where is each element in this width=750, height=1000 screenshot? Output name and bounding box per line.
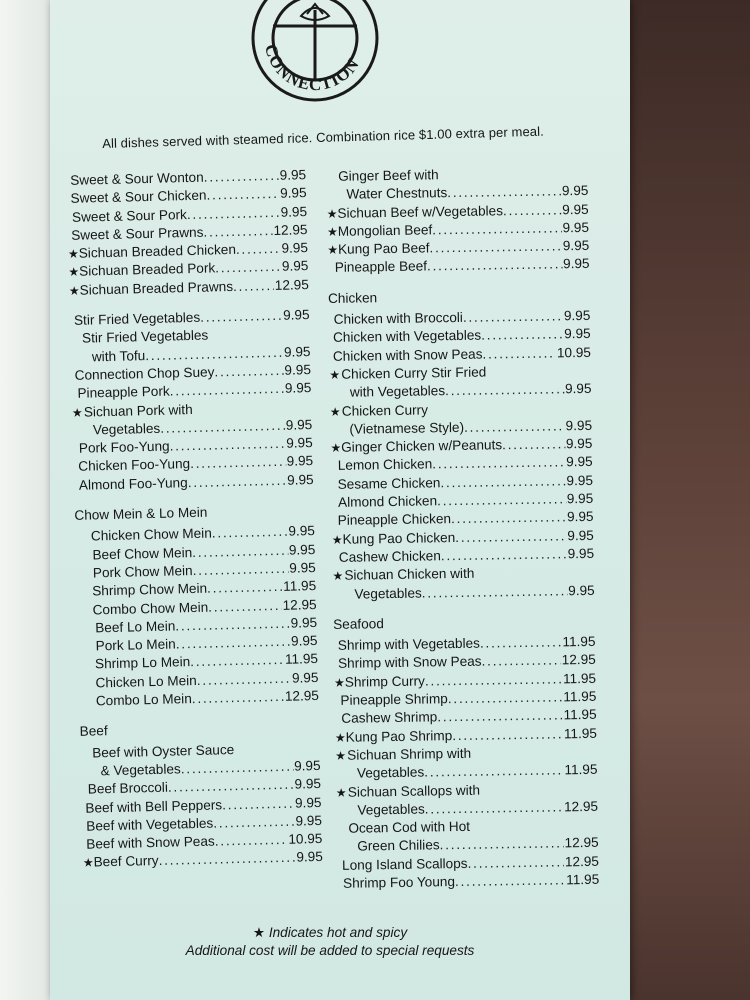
dot-leader xyxy=(427,256,562,276)
star-icon: ★ xyxy=(334,730,346,745)
menu-item-name: Ginger Beef with xyxy=(338,167,439,184)
menu-item-name: Sichuan Pork with xyxy=(83,401,193,420)
dot-leader xyxy=(206,185,279,205)
dot-leader xyxy=(447,183,561,203)
dot-leader xyxy=(192,560,288,581)
menu-item-name: Shrimp with Vegetables xyxy=(337,635,481,653)
dot-leader xyxy=(502,435,565,454)
section-beef xyxy=(79,717,323,872)
star-icon: ★ xyxy=(71,405,83,420)
star-icon: ★ xyxy=(326,206,338,221)
menu-item-name: Pineapple Beef xyxy=(334,258,428,276)
menu-item-price: 11.95 xyxy=(282,578,317,595)
menu-item-price: 9.95 xyxy=(565,436,593,452)
menu-item-price: 9.95 xyxy=(291,669,319,686)
menu-item-name: Pineapple Chicken xyxy=(337,511,452,529)
dot-leader xyxy=(429,237,562,257)
menu-item-name: Kung Pao Beef xyxy=(337,240,430,258)
menu-item-price: 9.95 xyxy=(568,582,595,598)
menu-item-price: 9.95 xyxy=(281,240,309,256)
menu-item-price: 9.95 xyxy=(562,219,590,236)
menu-item-name: Shrimp Chow Mein xyxy=(92,580,208,599)
menu-item-name: Beef with Snow Peas xyxy=(86,833,215,852)
chow-mein-list xyxy=(75,522,319,711)
menu-item-name: Sichuan Breaded Prawns xyxy=(79,278,234,298)
section-title-chicken: Chicken xyxy=(327,289,378,306)
menu-item-name: Pork Lo Mein xyxy=(95,636,176,654)
menu-item-price: 9.95 xyxy=(295,812,323,829)
menu-item xyxy=(333,581,595,603)
dot-leader xyxy=(464,417,565,437)
dot-leader xyxy=(158,849,295,871)
dot-leader xyxy=(440,472,565,492)
dot-leader xyxy=(197,669,292,690)
menu-group-beef-continued xyxy=(326,164,590,278)
menu-item-name: Almond Foo-Yung xyxy=(78,474,188,493)
dot-leader xyxy=(451,509,566,529)
section-chow-mein xyxy=(74,501,319,711)
menu-item-price: 12.95 xyxy=(273,222,308,238)
menu-item-name: Pineapple Shrimp xyxy=(340,691,448,708)
menu-item-price: 9.95 xyxy=(294,776,322,792)
menu-item-price: 9.95 xyxy=(288,541,316,558)
menu-item-price: 9.95 xyxy=(282,307,310,323)
star-icon: ★ xyxy=(68,283,80,298)
dot-leader xyxy=(437,707,563,727)
menu-item-name: Shrimp Foo Young xyxy=(342,874,456,891)
menu-item-name: Shrimp Curry xyxy=(344,673,426,690)
menu-item-name: Beef Lo Mein xyxy=(95,618,176,636)
menu-item-price: 9.95 xyxy=(283,343,311,360)
menu-item-name: Chicken with Vegetables xyxy=(332,327,482,346)
star-icon: ★ xyxy=(335,785,347,800)
dot-leader xyxy=(187,471,286,492)
menu-item-price: 12.95 xyxy=(564,853,600,870)
section-seafood xyxy=(333,612,599,894)
menu-item-price: 11.95 xyxy=(562,670,597,687)
menu-item-price: 9.95 xyxy=(290,633,318,649)
menu-item-name: Beef Chow Mein xyxy=(92,544,193,563)
menu-item-name: Sweet & Sour Prawns xyxy=(71,224,204,243)
menu-item-price: 9.95 xyxy=(279,185,307,202)
menu-item-name-cont: Water Chestnuts xyxy=(346,185,448,202)
menu-item-name: Sichuan Chicken with xyxy=(344,565,475,583)
menu-item-name: Chicken with Broccoli xyxy=(333,309,463,327)
menu-item-price: 9.95 xyxy=(289,559,316,576)
menu-item-name: Beef with Bell Peppers xyxy=(85,796,223,816)
menu-item-name: Sweet & Sour Wonton xyxy=(70,169,204,188)
menu-item-name: Beef Broccoli xyxy=(87,779,169,797)
menu-item-price: 9.95 xyxy=(563,307,591,324)
dot-leader xyxy=(503,201,562,220)
menu-item-price: 9.95 xyxy=(284,362,312,378)
beef-list xyxy=(80,739,323,873)
menu-item-name-cont: with Tofu xyxy=(91,347,146,365)
menu-item-price: 9.95 xyxy=(566,472,594,489)
dot-leader xyxy=(480,633,562,653)
right-column xyxy=(326,164,599,893)
menu-item-price: 9.95 xyxy=(293,757,321,774)
menu-item-price: 9.95 xyxy=(566,490,594,507)
dot-leader xyxy=(455,871,566,891)
dot-leader xyxy=(432,454,565,474)
menu-item-name: Pork Foo-Yung xyxy=(78,438,170,456)
star-icon: ★ xyxy=(333,675,345,690)
dot-leader xyxy=(213,812,295,832)
star-icon: ★ xyxy=(68,265,80,280)
menu-item-price: 10.95 xyxy=(556,344,592,361)
connection-logo xyxy=(235,0,395,110)
menu-item-price: 9.95 xyxy=(296,849,323,865)
menu-item-name: Kung Pao Chicken xyxy=(342,529,456,547)
menu-item-name: Shrimp with Snow Peas xyxy=(337,654,482,672)
menu-item-name: Mongolian Beef xyxy=(337,222,433,239)
menu-item-name: Chicken Curry Stir Fried xyxy=(341,364,487,382)
menu-item-name: Chicken Curry xyxy=(341,401,429,419)
menu-item-price: 9.95 xyxy=(562,238,590,254)
dot-leader xyxy=(481,652,560,672)
menu-item-name: Sichuan Breaded Pork xyxy=(79,260,216,280)
menu-item-name: Sichuan Breaded Chicken xyxy=(78,242,237,261)
menu-item-price: 12.95 xyxy=(282,596,317,613)
menu-item-price: 9.95 xyxy=(566,454,593,470)
dot-leader xyxy=(192,541,288,562)
menu-item-name: Sichuan Scallops with xyxy=(347,782,481,800)
star-icon: ★ xyxy=(326,224,338,239)
menu-item-price: 9.95 xyxy=(561,183,589,199)
left-column xyxy=(66,166,323,872)
dot-leader xyxy=(425,798,564,818)
menu-item-name: Kung Pao Shrimp xyxy=(345,727,453,745)
menu-item-price: 11.95 xyxy=(562,633,596,650)
menu-item-name: Lemon Chicken xyxy=(337,456,433,474)
menu-item-name: Pork Chow Mein xyxy=(92,562,193,581)
menu-item-name: Stir Fried Vegetables xyxy=(81,327,209,347)
menu-item-name-cont: with Vegetables xyxy=(349,383,446,400)
footer-spicy-note: ★ Indicates hot and spicy xyxy=(252,925,408,940)
dot-leader xyxy=(207,578,283,598)
menu-item-name-cont: Vegetables xyxy=(92,420,161,438)
menu-item-name: Long Island Scallops xyxy=(341,855,468,873)
dot-leader xyxy=(203,167,278,187)
dot-leader xyxy=(190,651,284,672)
star-icon: ★ xyxy=(82,855,94,871)
star-icon: ★ xyxy=(331,532,343,547)
menu-item-price: 12.95 xyxy=(564,835,599,851)
menu-item-price: 9.95 xyxy=(281,258,309,275)
menu-item-price: 11.95 xyxy=(563,707,597,723)
footer-notes xyxy=(160,924,500,960)
dot-leader xyxy=(215,831,288,851)
menu-item-price: 9.95 xyxy=(286,453,314,470)
dot-leader xyxy=(422,582,568,603)
menu-item-name: Almond Chicken xyxy=(337,493,438,510)
menu-item-name: Ginger Chicken w/Peanuts xyxy=(341,437,503,455)
menu-item-price: 9.95 xyxy=(567,527,594,543)
menu-item-name: Ocean Cod with Hot xyxy=(348,818,471,836)
menu-item-name: Chicken Lo Mein xyxy=(95,672,197,691)
menu-item-name-cont: & Vegetables xyxy=(100,761,181,779)
menu-item-price: 12.95 xyxy=(284,687,320,704)
menu-item-price: 12.95 xyxy=(274,276,310,293)
dot-leader xyxy=(452,725,563,745)
dot-leader xyxy=(203,222,272,242)
menu-item-price: 9.95 xyxy=(286,471,314,488)
section-title-seafood: Seafood xyxy=(333,615,384,632)
menu-item xyxy=(337,871,599,893)
star-icon: ★ xyxy=(329,404,341,419)
chicken-list xyxy=(328,307,595,604)
menu-item-name: Chicken Chow Mein xyxy=(90,525,212,544)
dot-leader xyxy=(424,762,564,782)
section-title-beef: Beef xyxy=(79,723,108,740)
menu-item-price: 11.95 xyxy=(564,762,598,778)
menu-item-price: 9.95 xyxy=(564,326,591,342)
menu-item-name-cont: Green Chilies xyxy=(357,837,440,854)
header-note: All dishes served with steamed rice. Combination rice $1.00 extra per meal. xyxy=(102,123,545,151)
dot-leader xyxy=(192,688,285,709)
menu-item-name-cont: Vegetables xyxy=(357,801,425,818)
menu-item-price: 9.95 xyxy=(564,381,592,397)
dot-leader xyxy=(432,219,562,239)
menu-item-name: Shrimp Lo Mein xyxy=(94,654,191,672)
dot-leader xyxy=(482,344,556,363)
dot-leader xyxy=(212,523,288,543)
dot-leader xyxy=(437,490,566,510)
section-chicken xyxy=(328,286,595,604)
dot-leader xyxy=(425,670,562,690)
star-icon: ★ xyxy=(335,748,347,763)
menu-item-price: 9.95 xyxy=(284,380,312,396)
menu-item-name: Sesame Chicken xyxy=(337,474,441,492)
menu-item-price: 9.95 xyxy=(294,794,322,811)
logo-text: CONNECTION xyxy=(261,42,364,95)
menu-item-name-cont: Vegetables xyxy=(356,764,425,781)
star-icon: ★ xyxy=(330,440,342,456)
menu-item-name: Beef with Vegetables xyxy=(86,815,214,834)
menu-item-price: 9.95 xyxy=(565,417,593,434)
dot-leader xyxy=(222,794,294,814)
dot-leader xyxy=(445,381,564,401)
menu-group-sweet-sour xyxy=(66,166,309,300)
dot-leader xyxy=(233,277,274,296)
star-icon: ★ xyxy=(332,569,344,584)
menu-item-name: Chicken Foo-Yung xyxy=(78,456,191,475)
menu-item-name: Stir Fried Vegetables xyxy=(73,309,201,328)
menu-item-name-cont: Vegetables xyxy=(354,585,422,602)
menu-item-name: Sweet & Sour Chicken xyxy=(70,187,207,207)
dot-leader xyxy=(481,326,563,346)
menu-item-price: 11.95 xyxy=(284,651,319,668)
dot-leader xyxy=(467,853,564,873)
menu-item xyxy=(327,255,589,277)
menu-item-price: 9.95 xyxy=(286,435,313,451)
menu-item-name: Sichuan Shrimp with xyxy=(347,745,472,763)
menu-item-price: 9.95 xyxy=(290,614,318,631)
menu-item-price: 9.95 xyxy=(288,523,316,540)
menu-item-name: Beef Curry xyxy=(93,853,159,870)
menu-item-name: Sweet & Sour Pork xyxy=(71,206,188,225)
menu-item-name: Connection Chop Suey xyxy=(74,364,215,383)
dot-leader xyxy=(200,307,282,327)
menu-page xyxy=(50,0,630,1000)
menu-item-name: Cashew Shrimp xyxy=(341,709,438,727)
menu-item-price: 11.95 xyxy=(563,725,598,741)
star-icon: ★ xyxy=(67,246,79,262)
star-icon: ★ xyxy=(329,367,341,382)
menu-item-name: Cashew Chicken xyxy=(338,548,441,565)
menu-item-name: Chicken with Snow Peas xyxy=(332,346,483,364)
menu-item-price: 12.95 xyxy=(563,798,599,815)
dot-leader xyxy=(169,380,284,401)
menu-item-name: Beef with Oyster Sauce xyxy=(92,741,235,761)
dot-leader xyxy=(455,527,566,547)
dot-leader xyxy=(214,362,283,382)
section-title-chow-mein: Chow Mein & Lo Mein xyxy=(74,504,208,523)
seafood-list xyxy=(333,633,599,893)
menu-item-price: 9.95 xyxy=(280,203,308,220)
menu-item-price: 9.95 xyxy=(285,416,313,433)
menu-item-name: Combo Lo Mein xyxy=(95,691,192,709)
menu-item-price: 10.95 xyxy=(288,831,323,847)
menu-item-price: 9.95 xyxy=(567,545,595,562)
footer-special-requests-note: Additional cost will be added to special requests xyxy=(185,943,475,958)
menu-item-name: Combo Chow Mein xyxy=(92,599,209,618)
menu-item-price: 9.95 xyxy=(562,201,589,217)
dot-leader xyxy=(208,596,282,616)
dot-leader xyxy=(190,453,286,474)
dot-leader xyxy=(463,307,563,327)
menu-item-name-cont: (Vietnamese Style) xyxy=(349,419,465,437)
menu-item-price: 12.95 xyxy=(561,652,596,668)
menu-group-vegetables-pork xyxy=(69,306,313,495)
dot-leader xyxy=(215,258,281,278)
menu-item-price: 11.95 xyxy=(563,688,597,705)
dot-leader xyxy=(441,545,567,565)
dot-leader xyxy=(448,688,563,708)
menu-item-price: 11.95 xyxy=(566,871,600,888)
dot-leader xyxy=(439,835,563,855)
menu-item-price: 9.95 xyxy=(279,167,307,183)
menu-item-name: Sichuan Beef w/Vegetables xyxy=(337,202,504,221)
menu-item-price: 9.95 xyxy=(566,509,594,525)
menu-item-name: Pineapple Pork xyxy=(77,383,170,402)
star-icon: ★ xyxy=(327,243,339,258)
menu-item-price: 9.95 xyxy=(562,256,590,272)
dot-leader xyxy=(236,240,281,259)
dot-leader xyxy=(187,203,280,224)
